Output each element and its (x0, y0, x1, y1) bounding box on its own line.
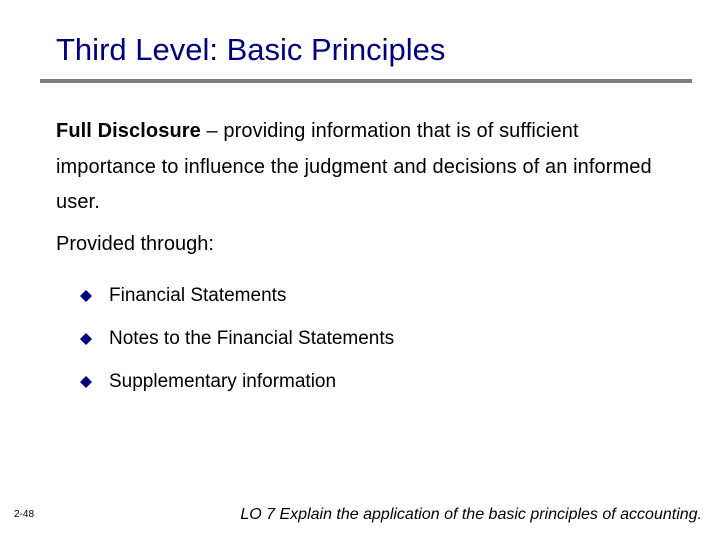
slide-number: 2-48 (14, 509, 35, 520)
bullet-label: Financial Statements (109, 284, 287, 306)
diamond-bullet-icon (80, 333, 92, 345)
learning-objective-footer: LO 7 Explain the application of the basic principles of accounting. (240, 506, 702, 523)
list-item (76, 317, 394, 360)
provided-through-label: Provided through: (56, 233, 214, 255)
title-divider (40, 79, 692, 83)
definition-paragraph (56, 114, 676, 221)
list-item (76, 360, 394, 403)
bullet-list (76, 274, 394, 403)
definition-text: – providing information that is of sufficient importance to influence the judgment and decisions of an informed user. (56, 120, 652, 213)
bullet-label: Supplementary information (109, 370, 337, 392)
slide-title: Third Level: Basic Principles (56, 32, 446, 67)
diamond-bullet-icon (80, 376, 92, 388)
definition-term: Full Disclosure (56, 120, 201, 142)
diamond-bullet-icon (80, 290, 92, 302)
bullet-label: Notes to the Financial Statements (109, 327, 395, 349)
list-item (76, 274, 394, 317)
